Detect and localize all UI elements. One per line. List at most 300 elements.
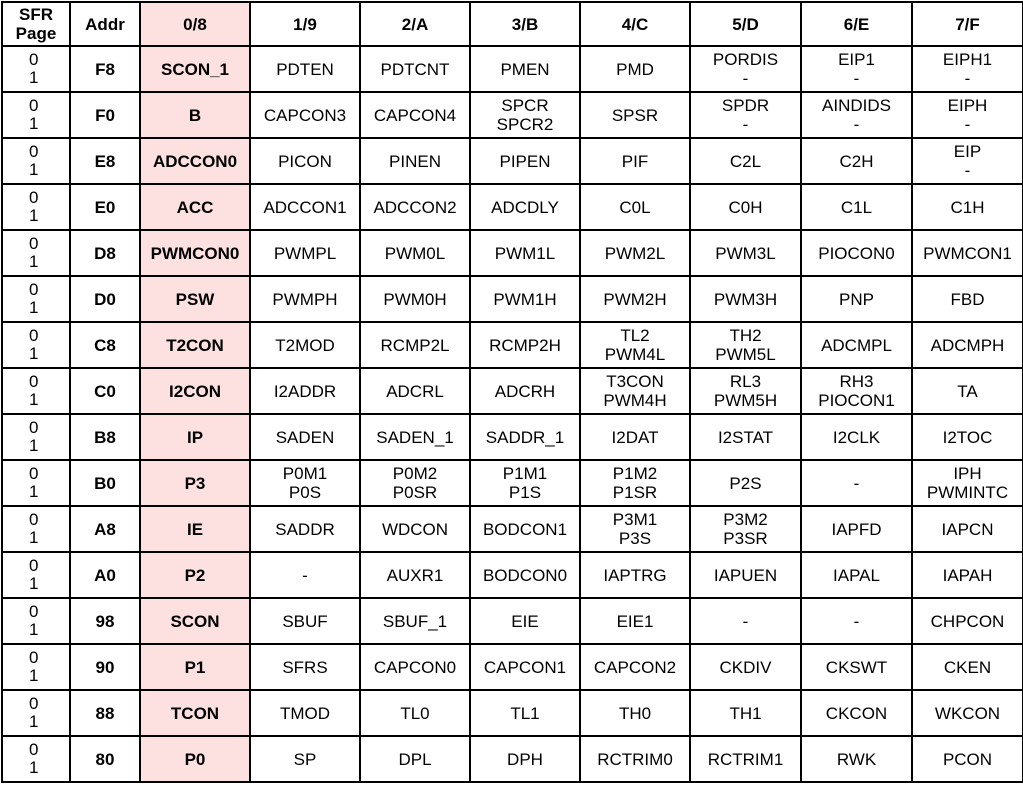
register-name: TMOD — [279, 703, 331, 723]
register-cell — [690, 552, 801, 598]
register-name: AUXR1 — [386, 565, 444, 585]
register-cell — [250, 276, 360, 322]
addr-cell: F0 — [70, 92, 140, 138]
register-cell — [690, 276, 801, 322]
sfr-page-value: 1 — [29, 666, 39, 685]
register-name: DPH — [507, 749, 543, 769]
register-name: RH3 — [839, 372, 874, 391]
register-name: I2CLK — [832, 427, 881, 447]
register-name: I2STAT — [717, 427, 774, 447]
register-cell — [360, 690, 470, 736]
register-cell — [140, 460, 250, 506]
sfr-map-table — [1, 1, 1023, 783]
register-name: CAPCON3 — [263, 105, 347, 125]
register-cell — [801, 276, 912, 322]
register-name: P0M2 — [392, 464, 438, 483]
register-cell — [250, 46, 360, 92]
register-cell — [690, 506, 801, 552]
sfr-page-value: 1 — [29, 758, 39, 777]
register-name: PICON — [278, 151, 332, 171]
register-cell — [801, 598, 912, 644]
register-name: PCON — [942, 749, 993, 769]
register-name: ADCRL — [386, 381, 444, 401]
header-col-6: 6/E — [801, 2, 912, 46]
table-row — [2, 368, 1023, 414]
register-name: IAPTRG — [603, 565, 667, 585]
register-name: PSW — [175, 289, 215, 309]
register-cell — [580, 690, 690, 736]
register-name: I2TOC — [942, 427, 993, 447]
header-sfr-page — [2, 2, 70, 46]
sfr-page-cell — [2, 92, 70, 138]
register-name: P0 — [184, 749, 206, 769]
table-row — [2, 138, 1023, 184]
register-cell — [470, 552, 580, 598]
register-name: SADDR_1 — [485, 427, 565, 447]
sfr-page-value: 1 — [29, 298, 39, 317]
register-cell — [140, 598, 250, 644]
register-cell — [250, 414, 360, 460]
register-cell — [801, 92, 912, 138]
register-cell — [801, 322, 912, 368]
register-name: ADCMPH — [930, 335, 1005, 355]
addr-cell: D0 — [70, 276, 140, 322]
register-name: EIPH1 — [942, 50, 993, 69]
sfr-page-cell — [2, 368, 70, 414]
register-cell — [912, 644, 1023, 690]
register-cell — [580, 322, 690, 368]
register-cell — [250, 736, 360, 782]
register-cell — [801, 230, 912, 276]
register-cell — [250, 368, 360, 414]
register-cell — [250, 92, 360, 138]
register-cell — [912, 598, 1023, 644]
register-name: - — [853, 69, 860, 88]
addr-cell: 80 — [70, 736, 140, 782]
header-sfr-page-line1: SFR — [19, 5, 53, 24]
register-cell — [690, 46, 801, 92]
sfr-page-value: 0 — [29, 510, 39, 529]
register-cell — [801, 414, 912, 460]
register-cell — [912, 736, 1023, 782]
register-name: RL3 — [729, 372, 762, 391]
register-name: PWM4L — [604, 345, 666, 364]
register-name: SPSR — [611, 105, 659, 125]
sfr-page-value: 0 — [29, 280, 39, 299]
register-cell — [360, 322, 470, 368]
sfr-page-cell — [2, 736, 70, 782]
register-cell — [140, 552, 250, 598]
register-cell — [470, 460, 580, 506]
register-cell — [690, 598, 801, 644]
register-name: RCTRIM0 — [597, 749, 673, 769]
register-name: IAPFD — [831, 519, 882, 539]
register-name: SPDR — [721, 96, 770, 115]
register-name: ADCCON0 — [152, 151, 238, 171]
sfr-page-cell — [2, 644, 70, 690]
register-name: IE — [186, 519, 204, 539]
header-col-2: 2/A — [360, 2, 470, 46]
register-name: PWM3L — [715, 243, 776, 263]
register-name: C0L — [619, 197, 651, 217]
register-name: EIE — [511, 611, 539, 631]
register-name: - — [742, 69, 749, 88]
register-cell — [470, 690, 580, 736]
register-name: P2S — [729, 473, 762, 493]
table-body — [2, 46, 1023, 782]
sfr-page-value: 0 — [29, 234, 39, 253]
register-cell — [690, 414, 801, 460]
header-col-3: 3/B — [470, 2, 580, 46]
register-name: SFRS — [282, 657, 328, 677]
register-name: PMEN — [500, 59, 550, 79]
sfr-page-value: 0 — [29, 648, 39, 667]
sfr-page-value: 0 — [29, 556, 39, 575]
addr-cell: D8 — [70, 230, 140, 276]
sfr-page-value: 0 — [29, 740, 39, 759]
sfr-page-value: 0 — [29, 142, 39, 161]
register-cell — [801, 644, 912, 690]
register-cell — [470, 644, 580, 690]
register-name: RCTRIM1 — [707, 749, 784, 769]
register-cell — [140, 46, 250, 92]
register-name: PINEN — [389, 151, 441, 171]
register-name: P0S — [288, 483, 322, 502]
register-name: C2L — [729, 151, 762, 171]
register-name: I2CON — [169, 381, 221, 401]
register-cell — [690, 138, 801, 184]
register-cell — [140, 184, 250, 230]
register-name: I2ADDR — [273, 381, 337, 401]
sfr-page-value: 0 — [29, 326, 39, 345]
table-row — [2, 598, 1023, 644]
register-name: CAPCON0 — [373, 657, 457, 677]
register-cell — [690, 184, 801, 230]
table-row — [2, 276, 1023, 322]
register-cell — [801, 506, 912, 552]
sfr-page-value: 1 — [29, 620, 39, 639]
register-name: TA — [957, 381, 978, 401]
register-cell — [690, 736, 801, 782]
register-cell — [912, 138, 1023, 184]
register-name: P3 — [184, 473, 206, 493]
sfr-page-value: 0 — [29, 602, 39, 621]
register-cell — [140, 138, 250, 184]
sfr-page-value: 1 — [29, 68, 39, 87]
register-cell — [470, 184, 580, 230]
register-cell — [801, 736, 912, 782]
register-cell — [801, 46, 912, 92]
sfr-page-value: 1 — [29, 712, 39, 731]
register-name: PIOCON0 — [818, 243, 895, 263]
register-cell — [250, 506, 360, 552]
register-cell — [912, 92, 1023, 138]
register-cell — [360, 368, 470, 414]
header-col-7: 7/F — [912, 2, 1023, 46]
register-cell — [801, 552, 912, 598]
register-cell — [470, 138, 580, 184]
register-cell — [470, 46, 580, 92]
register-name: P1M1 — [502, 464, 548, 483]
register-name: - — [964, 69, 971, 88]
header-col-5: 5/D — [690, 2, 801, 46]
register-name: - — [853, 611, 860, 631]
register-cell — [580, 184, 690, 230]
register-name: PWM2H — [603, 289, 667, 309]
addr-cell: C8 — [70, 322, 140, 368]
header-addr: Addr — [70, 2, 140, 46]
register-cell — [360, 552, 470, 598]
sfr-page-value: 0 — [29, 188, 39, 207]
register-name: PIF — [621, 151, 649, 171]
register-cell — [912, 414, 1023, 460]
sfr-page-cell — [2, 552, 70, 598]
register-cell — [470, 230, 580, 276]
register-name: T2MOD — [275, 335, 335, 355]
register-name: - — [964, 115, 971, 134]
register-cell — [140, 506, 250, 552]
register-cell — [360, 276, 470, 322]
register-name: ADCDLY — [491, 197, 559, 217]
register-cell — [580, 46, 690, 92]
register-cell — [580, 368, 690, 414]
register-cell — [250, 552, 360, 598]
register-cell — [250, 690, 360, 736]
register-name: PWMPL — [273, 243, 337, 263]
register-cell — [580, 414, 690, 460]
sfr-page-value: 1 — [29, 574, 39, 593]
addr-cell: F8 — [70, 46, 140, 92]
register-name: PWM2L — [604, 243, 666, 263]
register-name: EIP1 — [838, 50, 875, 69]
sfr-page-cell — [2, 276, 70, 322]
register-cell — [250, 598, 360, 644]
register-name: ADCCON2 — [373, 197, 457, 217]
register-cell — [580, 506, 690, 552]
register-name: PWMCON0 — [150, 243, 240, 263]
sfr-page-value: 1 — [29, 160, 39, 179]
register-cell — [360, 598, 470, 644]
register-name: ADCCON1 — [263, 197, 347, 217]
sfr-page-cell — [2, 46, 70, 92]
table-row — [2, 414, 1023, 460]
addr-cell: A8 — [70, 506, 140, 552]
register-name: P3SR — [723, 529, 768, 548]
table-row — [2, 460, 1023, 506]
register-name: CKSWT — [825, 657, 888, 677]
register-cell — [580, 598, 690, 644]
register-cell — [140, 644, 250, 690]
register-cell — [140, 230, 250, 276]
header-sfr-page-line2: Page — [15, 24, 57, 43]
table-row — [2, 690, 1023, 736]
register-name: SP — [293, 749, 317, 769]
register-name: FBD — [950, 289, 985, 309]
register-name: IAPAL — [833, 565, 880, 585]
register-name: IP — [186, 427, 204, 447]
header-col-1: 1/9 — [250, 2, 360, 46]
register-name: TCON — [170, 703, 220, 723]
register-name: P3S — [618, 529, 652, 548]
register-name: B — [188, 105, 202, 125]
register-name: SBUF_1 — [382, 611, 448, 631]
sfr-page-cell — [2, 414, 70, 460]
sfr-page-value: 1 — [29, 390, 39, 409]
register-cell — [250, 230, 360, 276]
register-cell — [360, 184, 470, 230]
register-cell — [140, 690, 250, 736]
sfr-page-value: 0 — [29, 96, 39, 115]
register-name: ACC — [176, 197, 214, 217]
register-name: PWM0L — [384, 243, 446, 263]
register-name: P1SR — [612, 483, 658, 502]
register-name: P2 — [184, 565, 206, 585]
table-row — [2, 552, 1023, 598]
register-cell — [470, 506, 580, 552]
register-name: P0M1 — [282, 464, 328, 483]
addr-cell: 98 — [70, 598, 140, 644]
header-col-0: 0/8 — [140, 2, 250, 46]
register-cell — [912, 690, 1023, 736]
register-cell — [912, 230, 1023, 276]
sfr-page-cell — [2, 598, 70, 644]
register-cell — [801, 368, 912, 414]
register-name: TL2 — [620, 326, 650, 345]
register-name: PWM5L — [715, 345, 776, 364]
register-cell — [690, 460, 801, 506]
register-cell — [360, 92, 470, 138]
register-name: PWM1H — [493, 289, 557, 309]
register-cell — [801, 690, 912, 736]
table-row — [2, 46, 1023, 92]
register-name: P1M2 — [612, 464, 658, 483]
sfr-page-cell — [2, 506, 70, 552]
register-name: PORDIS — [712, 50, 779, 69]
register-name: CAPCON4 — [373, 105, 457, 125]
register-name: SPCR — [501, 96, 549, 115]
register-cell — [580, 92, 690, 138]
register-cell — [250, 460, 360, 506]
register-cell — [470, 368, 580, 414]
register-name: EIPH — [947, 96, 988, 115]
register-name: PIPEN — [499, 151, 551, 171]
register-name: CKEN — [943, 657, 992, 677]
register-cell — [140, 736, 250, 782]
register-name: P1S — [508, 483, 542, 502]
register-name: P3M2 — [723, 510, 768, 529]
addr-cell: 88 — [70, 690, 140, 736]
register-name: PWM1L — [494, 243, 556, 263]
register-cell — [580, 230, 690, 276]
addr-cell: E0 — [70, 184, 140, 230]
register-cell — [360, 414, 470, 460]
register-name: ADCMPL — [821, 335, 892, 355]
register-cell — [360, 46, 470, 92]
register-cell — [140, 92, 250, 138]
register-cell — [912, 322, 1023, 368]
register-name: IAPUEN — [713, 565, 778, 585]
register-cell — [140, 368, 250, 414]
register-cell — [470, 322, 580, 368]
register-name: PWM4H — [603, 391, 667, 410]
register-cell — [690, 322, 801, 368]
register-name: WDCON — [381, 519, 449, 539]
register-name: PWMINTC — [926, 483, 1009, 502]
register-name: CAPCON2 — [593, 657, 677, 677]
register-name: SADEN — [275, 427, 335, 447]
sfr-page-value: 1 — [29, 252, 39, 271]
register-name: T2CON — [166, 335, 224, 355]
register-name: ADCRH — [494, 381, 556, 401]
register-cell — [690, 368, 801, 414]
register-name: PWM5H — [713, 391, 778, 410]
register-cell — [470, 736, 580, 782]
sfr-page-cell — [2, 322, 70, 368]
register-name: PIOCON1 — [818, 391, 895, 410]
sfr-page-cell — [2, 460, 70, 506]
register-cell — [690, 230, 801, 276]
sfr-page-value: 0 — [29, 372, 39, 391]
register-name: AINDIDS — [822, 96, 891, 115]
sfr-page-value: 1 — [29, 528, 39, 547]
register-cell — [912, 552, 1023, 598]
register-name: SCON — [170, 611, 220, 631]
register-name: - — [853, 473, 860, 493]
register-name: P0SR — [392, 483, 438, 502]
register-cell — [912, 276, 1023, 322]
addr-cell: B8 — [70, 414, 140, 460]
register-name: - — [742, 115, 749, 134]
register-cell — [360, 506, 470, 552]
register-cell — [470, 414, 580, 460]
register-name: TH0 — [618, 703, 652, 723]
register-cell — [580, 552, 690, 598]
register-cell — [801, 460, 912, 506]
register-name: EIP — [953, 142, 982, 161]
sfr-page-cell — [2, 138, 70, 184]
register-name: CKDIV — [719, 657, 772, 677]
register-cell — [690, 644, 801, 690]
sfr-page-value: 0 — [29, 418, 39, 437]
register-cell — [690, 690, 801, 736]
register-cell — [912, 368, 1023, 414]
register-name: - — [853, 115, 860, 134]
register-cell — [470, 598, 580, 644]
register-name: CKCON — [825, 703, 888, 723]
register-name: T3CON — [606, 372, 664, 391]
sfr-page-value: 1 — [29, 114, 39, 133]
table-row — [2, 230, 1023, 276]
register-cell — [912, 46, 1023, 92]
sfr-page-value: 0 — [29, 50, 39, 69]
register-name: EIE1 — [616, 611, 654, 631]
addr-cell: C0 — [70, 368, 140, 414]
register-name: BODCON1 — [482, 519, 568, 539]
register-name: TH2 — [729, 326, 762, 345]
register-cell — [360, 138, 470, 184]
register-cell — [912, 506, 1023, 552]
register-name: CHPCON — [930, 611, 1005, 631]
table-row — [2, 92, 1023, 138]
register-cell — [250, 138, 360, 184]
register-cell — [470, 276, 580, 322]
register-cell — [360, 644, 470, 690]
register-cell — [580, 644, 690, 690]
register-name: P1 — [184, 657, 206, 677]
register-name: RCMP2L — [380, 335, 450, 355]
register-cell — [360, 736, 470, 782]
register-name: C1H — [950, 197, 985, 217]
